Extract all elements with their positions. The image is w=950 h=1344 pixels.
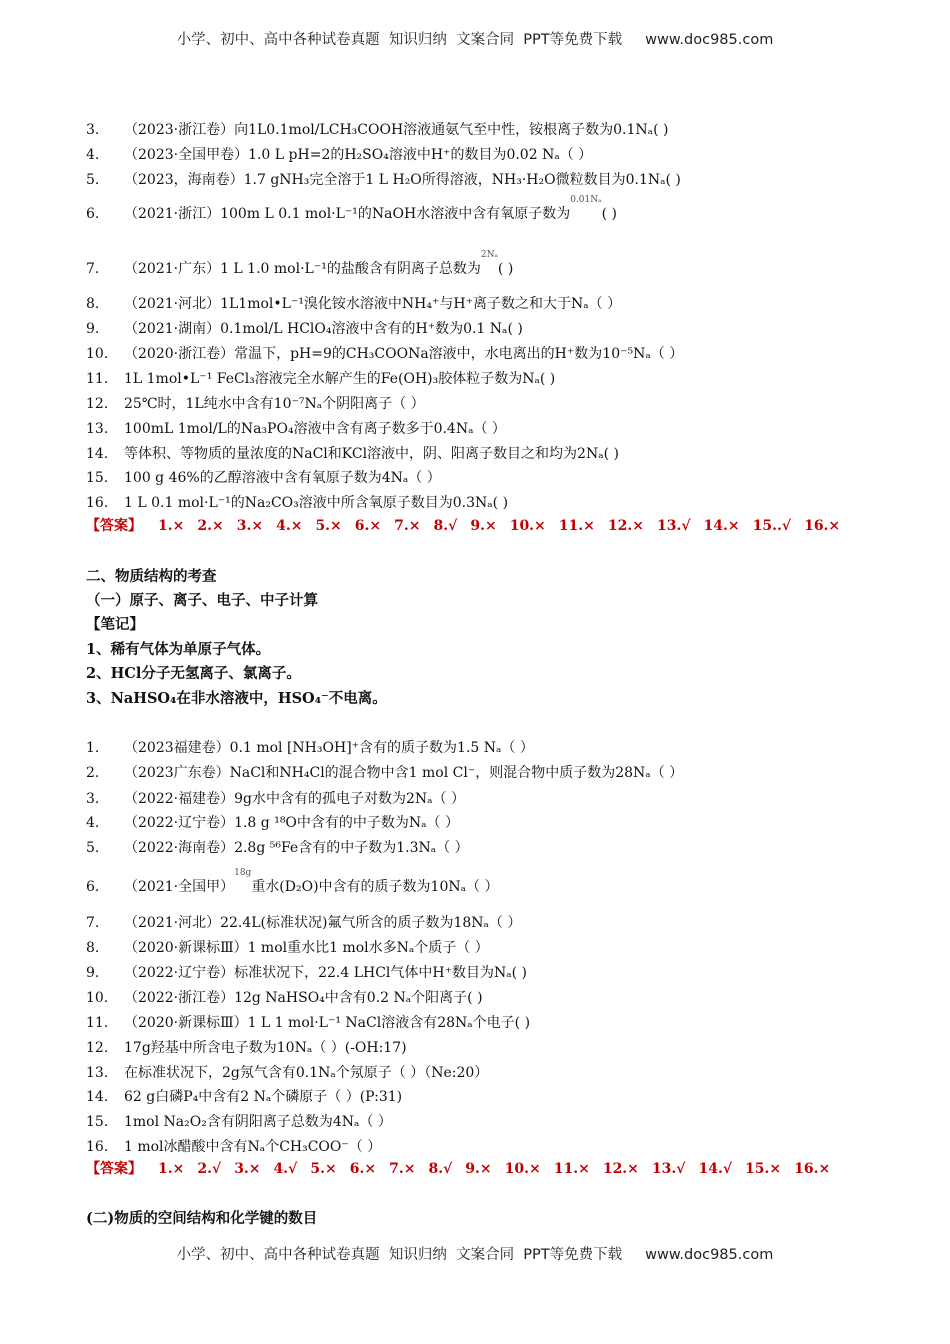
question-text: （2023广东卷）NaCl和NH₄Cl的混合物中含1 mol Cl⁻，则混合物中质子数为28Nₐ（ ） xyxy=(124,765,684,781)
answer-item: 14.× xyxy=(703,518,740,534)
page-header: 小学、初中、高中各种试卷真题 知识归纳 文案合同 PPT等免费下载 www.doc985.com xyxy=(176,32,774,48)
answer-item: 11.× xyxy=(553,1161,590,1177)
answer-item: 9.× xyxy=(470,518,497,534)
answer-item: 3.× xyxy=(236,518,264,534)
question-item xyxy=(86,868,499,896)
answer-label: 【答案】 xyxy=(86,1161,142,1177)
question-text: 25℃时，1L纯水中含有10⁻⁷Nₐ个阴阳离子（ ） xyxy=(124,396,425,412)
answer-item: 2.√ xyxy=(197,1161,222,1177)
note-3: 3、NaHSO₄在非水溶液中，HSO₄⁻不电离。 xyxy=(86,690,387,707)
question-item xyxy=(86,762,683,782)
question-item xyxy=(86,1037,407,1057)
question-number: 13. xyxy=(86,421,109,437)
question-item xyxy=(86,1136,381,1156)
question-text: （2021·湖南）0.1mol/L HClO₄溶液中含有的H⁺数为0.1 Nₐ( ) xyxy=(124,321,523,337)
question-text: 等体积、等物质的量浓度的NaCl和KCl溶液中，阴、阳离子数目之和均为2Nₐ( ) xyxy=(124,446,619,462)
question-text: （2021·全国甲） xyxy=(124,879,235,895)
question-item xyxy=(86,293,621,313)
question-number: 2. xyxy=(86,765,100,781)
question-tail: ( ) xyxy=(601,206,617,222)
question-text: （2023福建卷）0.1 mol [NH₃OH]⁺含有的质子数为1.5 Nₐ（ ） xyxy=(124,740,534,756)
answer-item: 8.√ xyxy=(433,518,458,534)
question-number: 4. xyxy=(86,815,100,831)
answer-item: 6.× xyxy=(354,518,382,534)
question-text: 17g羟基中所含电子数为10Nₐ（ ）(-OH:17) xyxy=(124,1040,407,1056)
question-number: 10. xyxy=(86,346,109,362)
note-2: 2、HCl分子无氢离子、氯离子。 xyxy=(86,665,301,682)
answer-item: 12.× xyxy=(607,518,644,534)
answer-item: 5.× xyxy=(310,1161,337,1177)
question-item xyxy=(86,318,523,338)
question-text: （2023，海南卷）1.7 gNH₃完全溶于1 L H₂O所得溶液，NH₃·H₂O微粒数目为0.1Nₐ( ) xyxy=(124,172,681,188)
question-item xyxy=(86,418,506,438)
question-number: 6. xyxy=(86,879,100,895)
question-item xyxy=(86,962,527,982)
question-number: 11. xyxy=(86,371,109,387)
question-number: 16. xyxy=(86,1139,109,1155)
answer-item: 12.× xyxy=(602,1161,639,1177)
question-text: （2022·福建卷）9g水中含有的孤电子对数为2Nₐ（ ） xyxy=(124,791,465,807)
answer-item: 6.× xyxy=(349,1161,377,1177)
question-number: 16. xyxy=(86,495,109,511)
question-text: 1 L 0.1 mol·L⁻¹的Na₂CO₃溶液中所含氧原子数目为0.3Nₐ( ) xyxy=(124,495,509,511)
answer-item: 10.× xyxy=(509,518,546,534)
formula-annotation: 2Nₐ xyxy=(480,250,498,260)
answer-item: 4.√ xyxy=(273,1161,298,1177)
note-label: 【笔记】 xyxy=(86,616,144,633)
question-number: 6. xyxy=(86,206,100,222)
answer-item: 15..√ xyxy=(752,518,792,534)
question-item xyxy=(86,343,683,363)
question-number: 15. xyxy=(86,470,109,486)
answer-item: 13.√ xyxy=(656,518,691,534)
question-number: 14. xyxy=(86,446,109,462)
question-item xyxy=(86,119,668,139)
answer-item: 5.× xyxy=(315,518,342,534)
answer-item: 15.× xyxy=(745,1161,782,1177)
question-item xyxy=(86,368,555,388)
note-1: 1、稀有气体为单原子气体。 xyxy=(86,641,271,658)
answer-item: 4.× xyxy=(276,518,303,534)
question-item xyxy=(86,195,617,223)
question-item xyxy=(86,467,441,487)
question-number: 5. xyxy=(86,840,100,856)
question-number: 3. xyxy=(86,791,100,807)
answer-item: 11.× xyxy=(558,518,595,534)
question-item xyxy=(86,250,514,278)
answer-item: 3.× xyxy=(234,1161,261,1177)
page-footer: 小学、初中、高中各种试卷真题 知识归纳 文案合同 PPT等免费下载 www.doc985.com xyxy=(176,1247,774,1263)
question-tail: ( ) xyxy=(497,261,514,277)
question-text: 1 mol冰醋酸中含有Nₐ个CH₃COO⁻（ ） xyxy=(124,1139,382,1155)
question-text: （2022·海南卷）2.8g ⁵⁶Fe含有的中子数为1.3Nₐ（ ） xyxy=(124,840,469,856)
question-text: （2021·河北）1L1mol•L⁻¹溴化铵水溶液中NH₄⁺与H⁺离子数之和大于Nₐ（ ） xyxy=(124,296,622,312)
answer-item: 13.√ xyxy=(651,1161,686,1177)
question-number: 7. xyxy=(86,915,100,931)
question-text: 在标准状况下，2g氖气含有0.1Nₐ个氖原子（ ）（Ne:20） xyxy=(124,1065,489,1081)
question-number: 1. xyxy=(86,740,100,756)
question-number: 5. xyxy=(86,172,100,188)
answer-item: 2.× xyxy=(197,518,224,534)
answer-row xyxy=(86,515,853,535)
question-text: （2020·浙江卷）常温下，pH=9的CH₃COONa溶液中，水电离出的H⁺数为10⁻⁵Nₐ（ ） xyxy=(124,346,684,362)
answer-item: 14.√ xyxy=(698,1161,733,1177)
question-number: 4. xyxy=(86,147,100,163)
question-number: 7. xyxy=(86,261,100,277)
answer-item: 7.× xyxy=(394,518,421,534)
answer-item: 16.× xyxy=(804,518,841,534)
question-text: 1L 1mol•L⁻¹ FeCl₃溶液完全水解产生的Fe(OH)₃胶体粒子数为Nₐ( ) xyxy=(124,371,556,387)
question-text: （2023·浙江卷）向1L0.1mol/LCH₃COOH溶液通氨气至中性，铵根离子数为0.1Nₐ( ) xyxy=(124,122,669,138)
question-item xyxy=(86,987,483,1007)
question-item xyxy=(86,144,592,164)
question-number: 12. xyxy=(86,396,109,412)
question-number: 10. xyxy=(86,990,109,1006)
question-text: 1mol Na₂O₂含有阴阳离子总数为4Nₐ（ ） xyxy=(124,1114,392,1130)
answer-item: 1.× xyxy=(158,1161,185,1177)
question-number: 8. xyxy=(86,296,100,312)
answer-label: 【答案】 xyxy=(86,518,142,534)
question-item xyxy=(86,912,521,932)
subsection-title: （一）原子、离子、电子、中子计算 xyxy=(86,592,318,609)
formula-annotation: 0.01Nₐ xyxy=(570,195,602,205)
question-item xyxy=(86,1062,488,1082)
question-number: 12. xyxy=(86,1040,109,1056)
question-text: 100mL 1mol/L的Na₃PO₄溶液中含有离子数多于0.4Nₐ（ ） xyxy=(124,421,506,437)
question-number: 15. xyxy=(86,1114,109,1130)
section-title: 二、物质结构的考查 xyxy=(86,568,217,585)
formula-annotation: 18g xyxy=(234,868,252,878)
question-text: （2022·辽宁卷）1.8 g ¹⁸O中含有的中子数为Nₐ（ ） xyxy=(124,815,460,831)
question-item xyxy=(86,737,534,757)
question-item xyxy=(86,443,619,463)
question-number: 11. xyxy=(86,1015,109,1031)
answer-item: 10.× xyxy=(504,1161,541,1177)
question-text: （2022·辽宁卷）标准状况下，22.4 LHCl气体中H⁺数目为Nₐ( ) xyxy=(124,965,528,981)
question-text: （2021·河北）22.4L(标准状况)氟气所含的质子数为18Nₐ（ ） xyxy=(124,915,522,931)
answer-item: 8.√ xyxy=(428,1161,453,1177)
answer-item: 1.× xyxy=(158,518,185,534)
question-item xyxy=(86,1012,530,1032)
question-number: 3. xyxy=(86,122,100,138)
question-text: （2020·新课标Ⅲ）1 mol重水比1 mol水多Nₐ个质子（ ） xyxy=(124,940,489,956)
question-text: （2021·广东）1 L 1.0 mol·L⁻¹的盐酸含有阴离子总数为 xyxy=(124,261,481,277)
question-item xyxy=(86,492,508,512)
question-number: 9. xyxy=(86,965,100,981)
question-text: 100 g 46%的乙醇溶液中含有氧原子数为4Nₐ（ ） xyxy=(124,470,441,486)
question-item xyxy=(86,393,425,413)
question-number: 9. xyxy=(86,321,100,337)
answer-item: 7.× xyxy=(389,1161,416,1177)
question-item xyxy=(86,169,681,189)
question-text: （2022·浙江卷）12g NaHSO₄中含有0.2 Nₐ个阳离子( ) xyxy=(124,990,483,1006)
question-number: 8. xyxy=(86,940,100,956)
question-text: （2023·全国甲卷）1.0 L pH=2的H₂SO₄溶液中H⁺的数目为0.02 Nₐ（ ） xyxy=(124,147,593,163)
question-tail: 重水(D₂O)中含有的质子数为10Nₐ（ ） xyxy=(251,879,499,895)
answer-item: 16.× xyxy=(794,1161,831,1177)
question-text: （2020·新课标Ⅲ）1 L 1 mol·L⁻¹ NaCl溶液含有28Nₐ个电子( ) xyxy=(124,1015,531,1031)
question-item xyxy=(86,937,489,957)
question-text: （2021·浙江）100m L 0.1 mol·L⁻¹的NaOH水溶液中含有氧原子数为 xyxy=(124,206,571,222)
answer-item: 9.× xyxy=(465,1161,492,1177)
question-item xyxy=(86,812,459,832)
question-number: 14. xyxy=(86,1089,109,1105)
question-item xyxy=(86,1111,392,1131)
question-number: 13. xyxy=(86,1065,109,1081)
question-item xyxy=(86,1086,402,1106)
question-text: 62 g白磷P₄中含有2 Nₐ个磷原子（ ）(P:31) xyxy=(124,1089,403,1105)
section-title: (二)物质的空间结构和化学键的数目 xyxy=(86,1210,318,1227)
question-item xyxy=(86,788,465,808)
question-item xyxy=(86,837,469,857)
answer-row xyxy=(86,1158,843,1178)
